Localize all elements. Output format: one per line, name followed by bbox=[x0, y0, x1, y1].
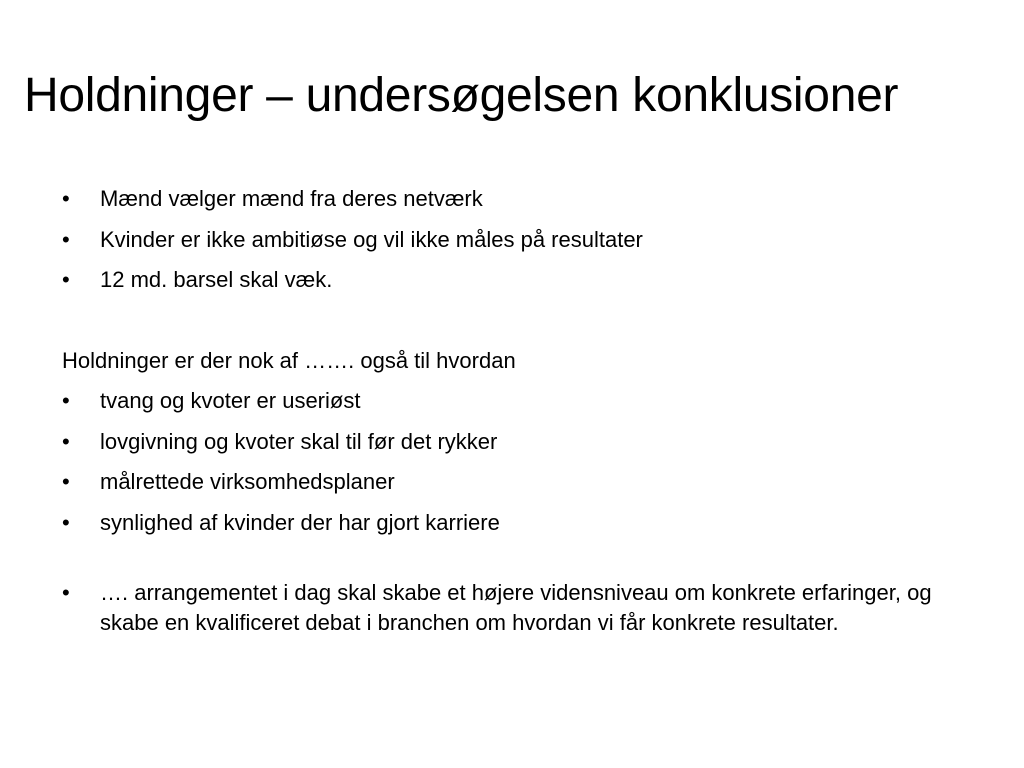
bullet-icon: • bbox=[62, 580, 70, 605]
spacer bbox=[62, 306, 962, 346]
intro-line: Holdninger er der nok af ……. også til hvordan bbox=[62, 347, 516, 373]
bullet-icon: • bbox=[62, 388, 70, 413]
bullet-icon: • bbox=[62, 469, 70, 494]
bullet-list-closing bbox=[62, 578, 962, 638]
slide-content bbox=[62, 184, 962, 649]
list-item-text: tvang og kvoter er useriøst bbox=[100, 388, 361, 413]
bullet-list-findings bbox=[62, 184, 962, 295]
closing-text: …. arrangementet i dag skal skabe et højere vidensniveau om konkrete erfaringer, og skabe en kvalificeret debat i branchen om hvordan vi får konkrete resultater. bbox=[100, 580, 932, 635]
list-item-text: Mænd vælger mænd fra deres netværk bbox=[100, 186, 483, 211]
bullet-icon: • bbox=[62, 428, 70, 454]
list-item bbox=[62, 386, 962, 416]
list-item bbox=[62, 467, 962, 497]
list-item-text: lovgivning og kvoter skal til før det rykker bbox=[100, 428, 498, 454]
list-item bbox=[62, 225, 962, 255]
list-item bbox=[62, 508, 962, 538]
bullet-icon: • bbox=[62, 226, 70, 252]
bullet-icon: • bbox=[62, 267, 70, 292]
list-item bbox=[62, 578, 962, 638]
bullet-icon: • bbox=[62, 186, 70, 211]
slide-title: Holdninger – undersøgelsen konklusioner bbox=[24, 69, 899, 122]
bullet-list-opinions bbox=[62, 386, 962, 538]
list-item bbox=[62, 265, 962, 295]
list-item-text: Kvinder er ikke ambitiøse og vil ikke måles på resultater bbox=[100, 226, 643, 252]
list-item-text: synlighed af kvinder der har gjort karriere bbox=[100, 509, 500, 535]
list-item-text: 12 md. barsel skal væk. bbox=[100, 267, 333, 292]
spacer bbox=[62, 548, 962, 578]
list-item bbox=[62, 427, 962, 457]
list-item bbox=[62, 184, 962, 214]
bullet-icon: • bbox=[62, 509, 70, 535]
list-item-text: målrettede virksomhedsplaner bbox=[100, 469, 395, 494]
